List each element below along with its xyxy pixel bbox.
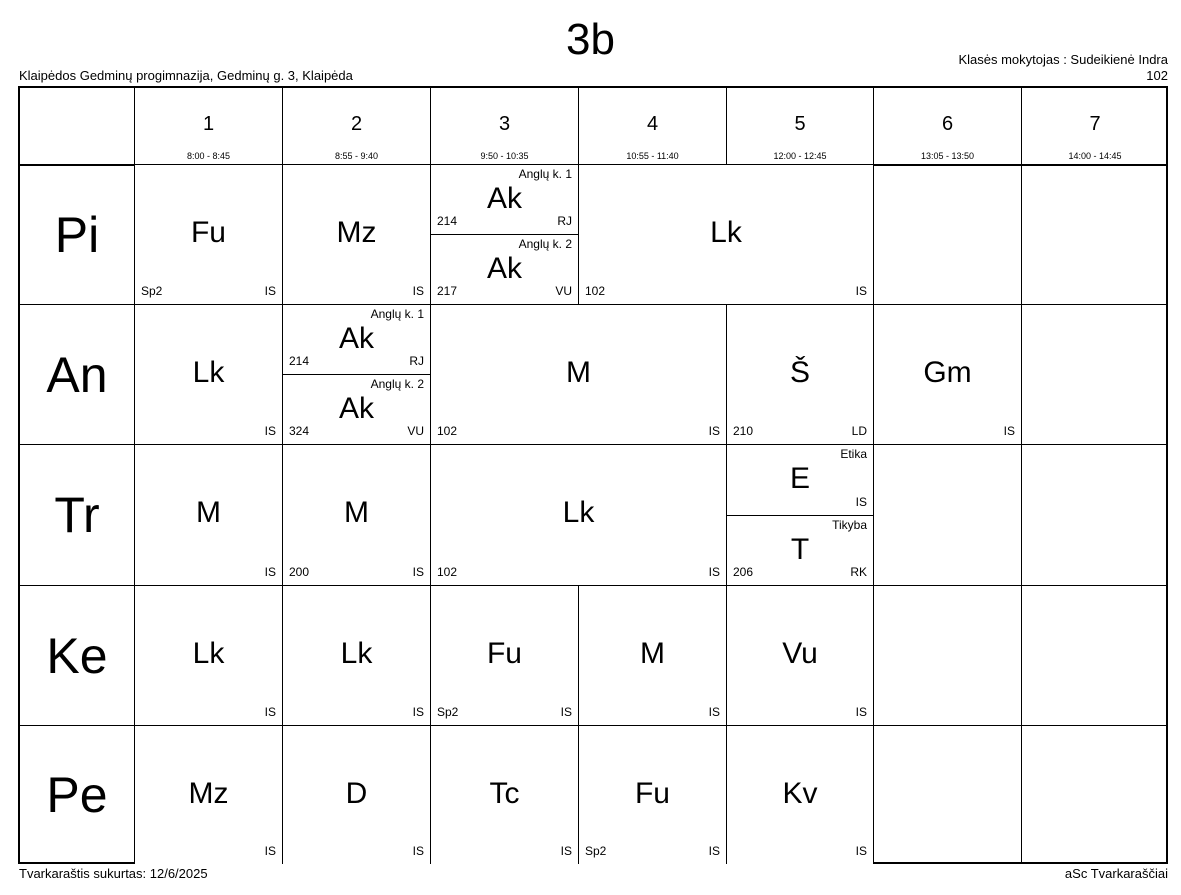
period-header	[579, 88, 726, 164]
lesson-teacher: IS	[264, 424, 276, 438]
lesson-cell[interactable]	[874, 305, 1021, 444]
class-teacher: Klasės mokytojas : Sudeikienė Indra	[958, 52, 1168, 67]
period-number: 5	[794, 113, 806, 135]
lesson-teacher: IS	[264, 705, 276, 719]
lesson-cell[interactable]	[283, 586, 430, 725]
lesson-cell[interactable]	[431, 586, 578, 725]
period-time: 13:05 - 13:50	[920, 151, 975, 161]
lesson-subject: Mz	[336, 216, 377, 249]
lesson-teacher: IS	[855, 495, 867, 509]
lesson-subject: M	[344, 496, 369, 529]
lesson-subject: M	[640, 637, 665, 670]
lesson-cell[interactable]	[579, 726, 726, 864]
lesson-cell[interactable]	[135, 726, 282, 864]
lesson-cell-group[interactable]	[431, 234, 578, 304]
lesson-teacher: IS	[708, 565, 720, 579]
lesson-cell[interactable]	[283, 726, 430, 864]
lesson-teacher: IS	[855, 844, 867, 858]
lesson-subject: Gm	[923, 356, 972, 389]
lesson-subject: Š	[789, 356, 810, 389]
period-number: 3	[498, 113, 511, 135]
lesson-cell[interactable]	[727, 305, 873, 444]
lesson-teacher: IS	[264, 565, 276, 579]
period-header	[431, 88, 578, 164]
lesson-teacher: RK	[850, 565, 867, 579]
lesson-subject: Fu	[190, 216, 226, 249]
lesson-cell[interactable]	[431, 445, 726, 585]
period-time: 8:55 - 9:40	[334, 151, 379, 161]
lesson-subject: Ak	[486, 252, 522, 285]
lesson-cell[interactable]	[135, 165, 282, 304]
lesson-cell-group[interactable]	[431, 165, 578, 234]
lesson-group: Anglų k. 1	[370, 307, 424, 321]
lesson-subject: Lk	[710, 216, 742, 249]
lesson-cell[interactable]	[135, 305, 282, 444]
lesson-room: 214	[289, 354, 310, 368]
lesson-teacher: IS	[264, 284, 276, 298]
lesson-room: 214	[437, 214, 458, 228]
period-number: 4	[646, 113, 659, 135]
lesson-room: 102	[585, 284, 606, 298]
lesson-cell[interactable]	[431, 305, 726, 444]
lesson-subject: E	[789, 462, 810, 495]
lesson-room: 324	[289, 424, 310, 438]
period-number: 6	[941, 113, 954, 135]
school-name: Klaipėdos Gedminų progimnazija, Gedminų g. 3, Klaipėda	[19, 68, 353, 83]
lesson-cell[interactable]	[283, 165, 430, 304]
lesson-cell[interactable]	[727, 586, 873, 725]
grid-line	[873, 88, 874, 862]
lesson-subject: M	[566, 356, 591, 389]
lesson-group: Anglų k. 2	[370, 377, 424, 391]
lesson-teacher: IS	[560, 844, 572, 858]
period-time: 8:00 - 8:45	[186, 151, 231, 161]
lesson-cell[interactable]	[135, 445, 282, 585]
lesson-teacher: LD	[851, 424, 867, 438]
lesson-teacher: IS	[855, 284, 867, 298]
lesson-subject: Kv	[782, 777, 818, 810]
lesson-cell[interactable]	[431, 726, 578, 864]
day-label: An	[46, 346, 108, 403]
lesson-cell[interactable]	[579, 165, 873, 304]
lesson-teacher: IS	[560, 705, 572, 719]
lesson-subject: Fu	[486, 637, 522, 670]
lesson-room: Sp2	[585, 844, 607, 858]
lesson-subject: Ak	[338, 392, 374, 425]
lesson-cell-group[interactable]	[283, 374, 430, 444]
day-label: Pi	[54, 206, 100, 263]
lesson-subject: Lk	[562, 496, 595, 529]
period-time: 10:55 - 11:40	[626, 151, 679, 161]
day-label: Pe	[46, 767, 108, 823]
timetable-grid	[18, 86, 1168, 864]
period-number: 7	[1089, 113, 1101, 135]
period-time: 12:00 - 12:45	[773, 151, 827, 161]
lesson-group: Etika	[840, 447, 867, 461]
lesson-cell-group[interactable]	[727, 445, 873, 515]
period-number: 2	[350, 113, 363, 135]
lesson-group: Tikyba	[832, 518, 867, 532]
lesson-room: 217	[437, 284, 458, 298]
lesson-teacher: VU	[407, 424, 424, 438]
period-header	[135, 88, 282, 164]
lesson-subject: Lk	[192, 637, 225, 670]
lesson-teacher: RJ	[557, 214, 572, 228]
software-name: aSc Tvarkaraščiai	[1064, 866, 1168, 881]
period-header	[874, 88, 1021, 164]
lesson-teacher: IS	[412, 705, 424, 719]
period-time: 14:00 - 14:45	[1068, 151, 1122, 161]
lesson-cell[interactable]	[727, 726, 873, 864]
lesson-subject: T	[790, 533, 810, 566]
lesson-group: Anglų k. 1	[518, 167, 572, 181]
lesson-teacher: IS	[412, 844, 424, 858]
lesson-teacher: IS	[708, 844, 720, 858]
lesson-teacher: IS	[708, 424, 720, 438]
lesson-room: 102	[437, 565, 458, 579]
lesson-teacher: IS	[412, 565, 424, 579]
lesson-teacher: IS	[708, 705, 720, 719]
lesson-subject: Ak	[486, 182, 522, 215]
lesson-subject: Ak	[338, 322, 374, 355]
lesson-room: 210	[733, 424, 754, 438]
lesson-cell[interactable]	[283, 445, 430, 585]
lesson-teacher: IS	[412, 284, 424, 298]
day-label: Tr	[54, 487, 100, 543]
lesson-subject: Vu	[782, 637, 818, 670]
lesson-subject: D	[345, 777, 368, 810]
lesson-room: Sp2	[437, 705, 459, 719]
lesson-cell-group[interactable]	[727, 515, 873, 585]
lesson-room: Sp2	[141, 284, 163, 298]
lesson-teacher: IS	[264, 844, 276, 858]
lesson-subject: M	[196, 496, 221, 529]
lesson-teacher: RJ	[409, 354, 424, 368]
day-label: Ke	[46, 627, 108, 684]
lesson-cell-group[interactable]	[283, 305, 430, 374]
grid-line	[1021, 88, 1022, 862]
lesson-group: Anglų k. 2	[518, 237, 572, 251]
period-header	[283, 88, 430, 164]
lesson-teacher: VU	[555, 284, 572, 298]
lesson-room: 206	[733, 565, 754, 579]
lesson-subject: Mz	[188, 777, 229, 810]
lesson-subject: Tc	[489, 777, 520, 810]
lesson-teacher: IS	[855, 705, 867, 719]
lesson-subject: Lk	[340, 637, 373, 670]
period-number: 1	[202, 113, 215, 135]
lesson-cell[interactable]	[579, 586, 726, 725]
period-header	[727, 88, 873, 164]
lesson-cell[interactable]	[135, 586, 282, 725]
lesson-room: 200	[289, 565, 310, 579]
period-time: 9:50 - 10:35	[480, 151, 529, 161]
lesson-room: 102	[437, 424, 458, 438]
home-room: 102	[1146, 68, 1168, 83]
created-date: Tvarkaraštis sukurtas: 12/6/2025	[19, 866, 208, 881]
lesson-subject: Lk	[192, 356, 225, 389]
lesson-subject: Fu	[634, 777, 670, 810]
class-title: 3b	[566, 15, 615, 64]
lesson-teacher: IS	[1003, 424, 1015, 438]
period-header	[1022, 88, 1168, 164]
